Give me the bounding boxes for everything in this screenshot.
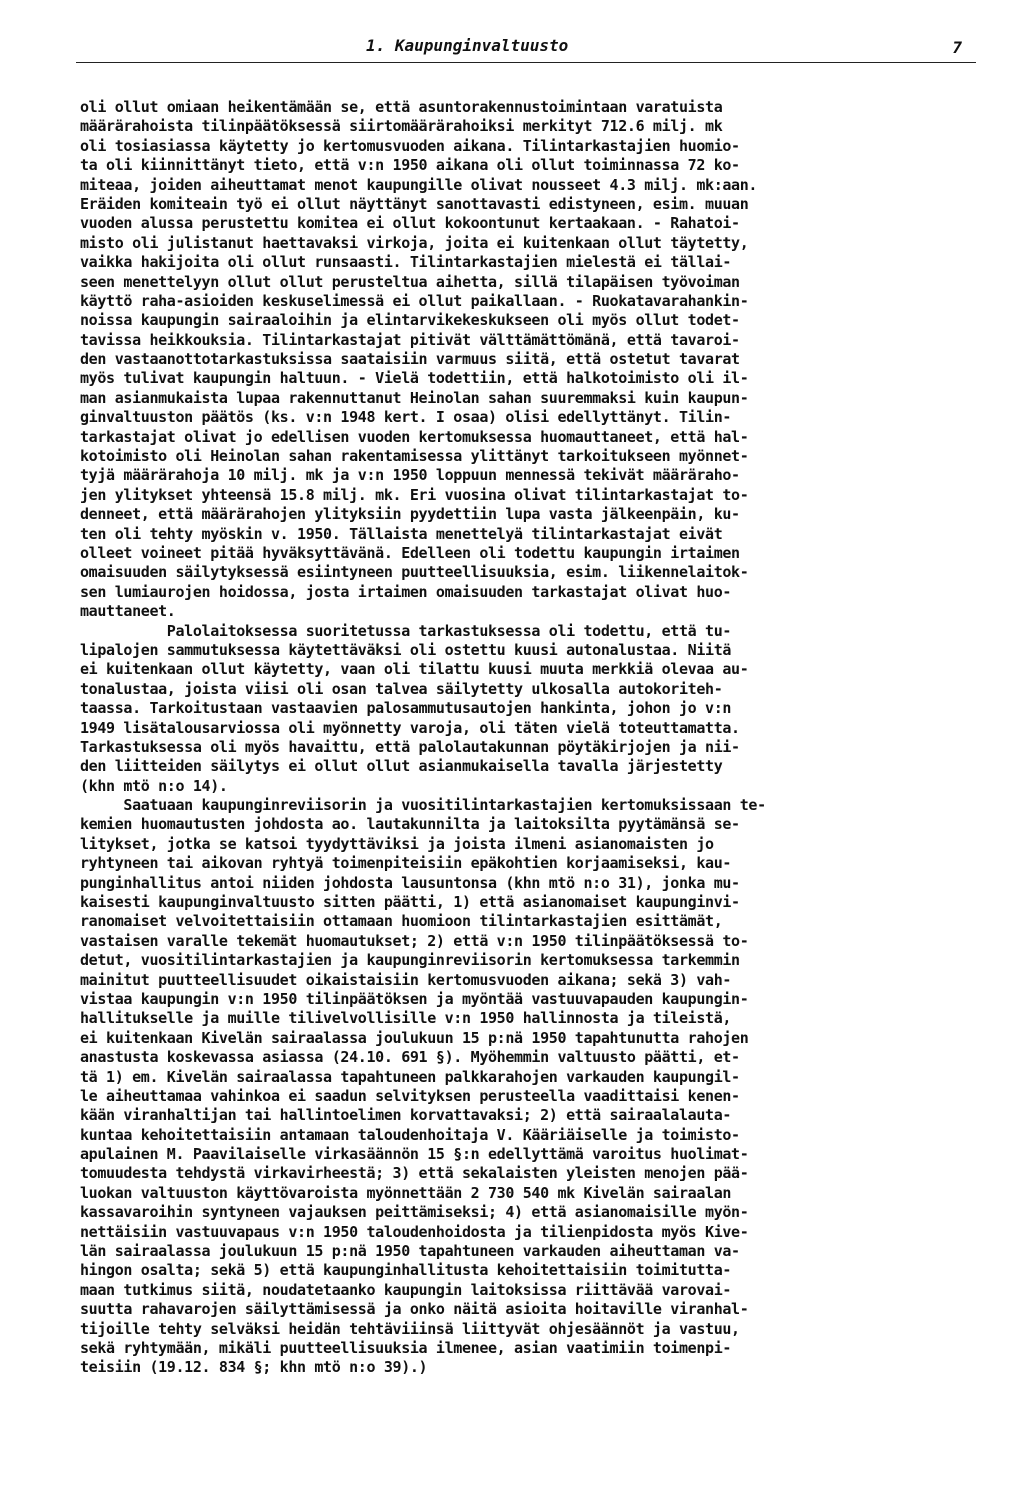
text-line: man asianmukaista lupaa rakennuttanut Heinolan sahan suuremmaksi kuin kaupun- (80, 388, 749, 407)
text-line: hallitukselle ja muille tilivelvollisille v:n 1950 hallinnosta ja tileistä, (80, 1009, 732, 1028)
text-line: län sairaalassa joulukuun 15 p:nä 1950 tapahtuneen varkauden aiheuttaman va- (80, 1242, 740, 1261)
header-rule (76, 62, 976, 63)
running-header (76, 34, 976, 64)
text-line: oli ollut omiaan heikentämään se, että asuntorakennustoimintaan varatuista (80, 98, 723, 116)
text-line: den liitteiden säilytys ei ollut ollut asianmukaisella tavalla järjestetty (80, 757, 723, 776)
body-text (80, 98, 980, 1378)
text-line: jen ylitykset yhteensä 15.8 milj. mk. Eri vuosina olivat tilintarkastajat to- (80, 485, 749, 504)
text-line: ei kuitenkaan Kivelän sairaalassa joulukuun 15 p:nä 1950 tapahtunutta rahojen (80, 1028, 749, 1047)
text-line: suutta rahavarojen säilyttämisessä ja onko näitä asioita hoitaville viranhal- (80, 1300, 749, 1319)
text-line: ginvaltuuston päätös (ks. v:n 1948 kert. I osaa) olisi edellyttänyt. Tilin- (80, 408, 732, 427)
text-line: ten oli tehty myöskin v. 1950. Tällaista menettelyä tilintarkastajat eivät (80, 524, 723, 543)
text-line: litykset, jotka se katsoi tyydyttäviksi ja joista ilmeni asianomaisten jo (80, 834, 714, 853)
text-line: ta oli kiinnittänyt tieto, että v:n 1950 aikana oli ollut toiminnassa 72 ko- (80, 156, 740, 175)
text-line: teisiin (19.12. 834 §; khn mtö n:o 39).) (80, 1358, 428, 1377)
text-line: Tarkastuksessa oli myös havaittu, että palolautakunnan pöytäkirjojen ja nii- (80, 737, 740, 756)
text-line: ei kuitenkaan ollut käytetty, vaan oli tilattu kuusi muuta merkkiä olevaa au- (80, 660, 749, 679)
text-line: den vastaanottotarkastuksissa saataisiin varmuus siitä, että ostetut tavarat (80, 350, 740, 369)
text-line: määrärahoista tilinpäätöksessä siirtomäärärahoiksi merkityt 712.6 milj. mk (80, 117, 723, 136)
text-line: tyjä määrärahoja 10 milj. mk ja v:n 1950 loppuun mennessä tekivät määräraho- (80, 466, 740, 485)
header-title: 1. Kaupunginvaltuusto (366, 36, 569, 55)
text-line: myös tulivat kaupungin haltuun. - Vielä todettiin, että halkotoimisto oli il- (80, 369, 749, 388)
text-line: luokan valtuuston käyttövaroista myönnettään 2 730 540 mk Kivelän sairaalan (80, 1183, 732, 1202)
text-line: tä 1) em. Kivelän sairaalassa tapahtuneen palkkarahojen varkauden kaupungil- (80, 1067, 740, 1086)
text-line: sekä ryhtymään, mikäli puutteellisuuksia ilmenee, asian vaatimiin toimenpi- (80, 1339, 732, 1357)
text-line: kemien huomautusten johdosta ao. lautakunnilta ja laitoksilta pyytämänsä se- (80, 815, 740, 834)
text-line: miteaa, joiden aiheuttamat menot kaupungille olivat nousseet 4.3 milj. mk:aan. (80, 175, 758, 194)
text-line: olleet voineet pitää hyväksyttävänä. Edelleen oli todettu kaupungin irtaimen (80, 543, 740, 562)
text-line: detut, vuositilintarkastajien ja kaupunginreviisorin kertomuksessa tarkemmin (80, 951, 740, 970)
text-line: nettäisiin vastuuvapaus v:n 1950 taloudenhoidosta ja tilienpidosta myös Kive- (80, 1222, 749, 1241)
text-line: tomuudesta tehdystä virkavirheestä; 3) että sekalaisten yleisten menojen pää- (80, 1164, 749, 1183)
text-line: käyttö raha-asioiden keskuselimessä ei ollut paikallaan. - Ruokatavarahankin- (80, 291, 749, 310)
text-line: 1949 lisätalousarviossa oli myönnetty varoja, oli täten vielä toteuttamatta. (80, 718, 740, 737)
text-line: tavissa heikkouksia. Tilintarkastajat pitivät välttämättömänä, että tavaroi- (80, 330, 740, 349)
text-line: le aiheuttamaa vahinkoa ei saadun selvityksen perusteella vaadittaisi kenen- (80, 1086, 740, 1105)
text-line: hingon osalta; sekä 5) että kaupunginhallitusta kehoitettaisiin toimitutta- (80, 1261, 732, 1280)
text-line: maan tutkimus siitä, noudatetaanko kaupungin laitoksissa riittävää varovai- (80, 1280, 732, 1299)
text-line: kassavaroihin syntyneen vajauksen peittämiseksi; 4) että asianomaisille myön- (80, 1203, 749, 1222)
text-line: oli tosiasiassa käytetty jo kertomusvuoden aikana. Tilintarkastajien huomio- (80, 136, 740, 155)
text-line: vistaa kaupungin v:n 1950 tilinpäätöksen ja myöntää vastuuvapauden kaupungin- (80, 989, 749, 1008)
text-line: vaikka hakijoita oli ollut runsaasti. Tilintarkastajien mielestä ei tällai- (80, 253, 732, 272)
text-line: vastaisen varalle tekemät huomautukset; 2) että v:n 1950 tilinpäätöksessä to- (80, 931, 749, 950)
text-line: Eräiden komiteain työ ei ollut näyttänyt sanottavasti edistyneen, esim. muuan (80, 194, 749, 213)
text-line: ranomaiset velvoitettaisiin ottamaan huomioon tilintarkastajien esittämät, (80, 912, 723, 931)
text-line: vuoden alussa perustettu komitea ei ollut kokoontunut kertaakaan. - Rahatoi- (80, 214, 740, 233)
text-line: kuntaa kehoitettaisiin antamaan taloudenhoitaja V. Kääriäiselle ja toimisto- (80, 1125, 740, 1144)
text-line: Saatuaan kaupunginreviisorin ja vuositilintarkastajien kertomuksissaan te- (80, 796, 766, 815)
text-line: (khn mtö n:o 14). (80, 776, 228, 795)
text-line: sen lumiaurojen hoidossa, josta irtaimen omaisuuden tarkastajat olivat huo- (80, 582, 732, 601)
text-line: kotoimisto oli Heinolan sahan rakentamisessa ylittänyt tarkoitukseen myönnet- (80, 447, 749, 466)
text-line: mauttaneet. (80, 602, 176, 621)
text-line: tonalustaa, joista viisi oli osan talvea säilytetty ulkosalla autokoriteh- (80, 679, 723, 698)
text-line: taassa. Tarkoitustaan vastaavien palosammutusautojen hankinta, johon jo v:n (80, 699, 732, 718)
text-line: Palolaitoksessa suoritetussa tarkastuksessa oli todettu, että tu- (80, 621, 732, 640)
text-line: kaisesti kaupunginvaltuusto sitten päätti, 1) että asianomaiset kaupunginvi- (80, 893, 740, 912)
text-line: lipalojen sammutuksessa käytettäväksi oli ostettu kuusi autonalustaa. Niitä (80, 640, 732, 659)
text-line: punginhallitus antoi niiden johdosta lausuntonsa (khn mtö n:o 31), jonka mu- (80, 873, 740, 892)
text-line: anastusta koskevassa asiassa (24.10. 691 §). Myöhemmin valtuusto päätti, et- (80, 1048, 740, 1067)
text-line: denneet, että määrärahojen ylityksiin pyydettiin lupa vasta jälkeenpäin, ku- (80, 505, 740, 524)
text-line: misto oli julistanut haettavaksi virkoja, joita ei kuitenkaan ollut täytetty, (80, 233, 749, 252)
text-line: tijoille tehty selväksi heidän tehtäviiinsä liittyvät ohjesäännöt ja vastuu, (80, 1319, 740, 1338)
text-line: seen menettelyyn ollut ollut perusteltua aihetta, sillä tilapäisen työvoiman (80, 272, 740, 291)
text-line: noissa kaupungin sairaaloihin ja elintarvikekeskukseen oli myös ollut todet- (80, 311, 740, 330)
text-line: apulainen M. Paavilaiselle virkasäännön 15 §:n edellyttämä varoitus huolimat- (80, 1145, 749, 1164)
text-line: kään viranhaltijan tai hallintoelimen korvattavaksi; 2) että sairaalalauta- (80, 1106, 732, 1125)
page-number: 7 (952, 38, 962, 57)
text-line: tarkastajat olivat jo edellisen vuoden kertomuksessa huomauttaneet, että hal- (80, 427, 749, 446)
text-line: ryhtyneen tai aikovan ryhtyä toimenpiteisiin epäkohtien korjaamiseksi, kau- (80, 854, 732, 873)
text-line: mainitut puutteellisuudet oikaistaisiin kertomusvuoden aikana; sekä 3) vah- (80, 970, 732, 989)
text-line: omaisuuden säilytyksessä esiintyneen puutteellisuuksia, esim. liikennelaitok- (80, 563, 749, 582)
